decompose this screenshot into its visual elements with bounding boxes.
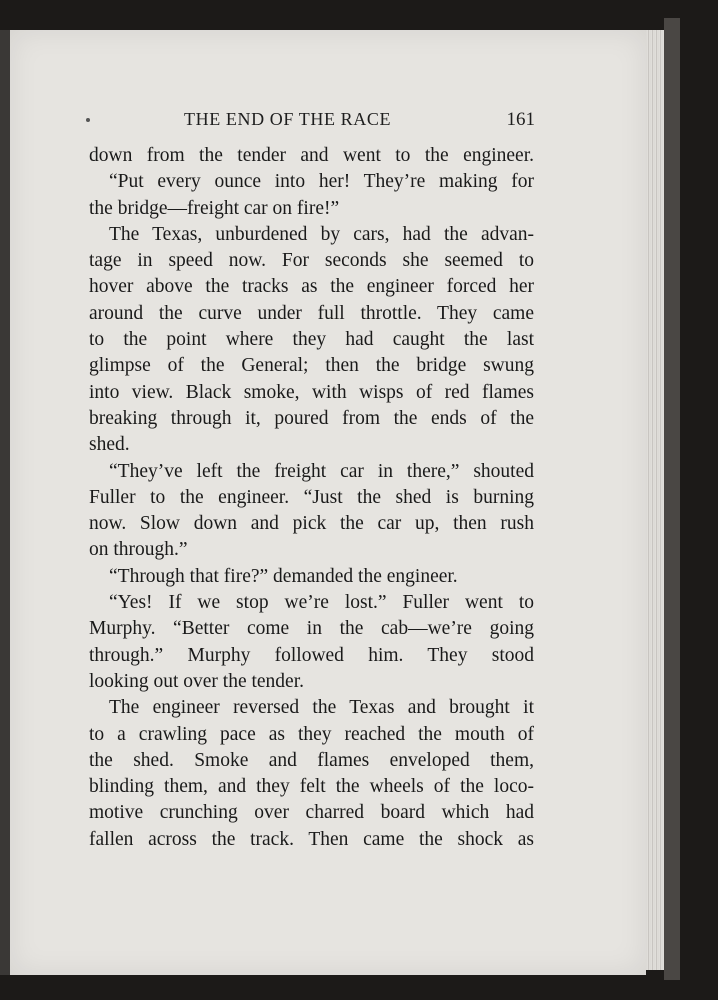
text-line: down from the tender and went to the engineer. [89, 145, 534, 166]
text-line: into view. Black smoke, with wisps of red flames [89, 381, 534, 403]
text-line: breaking through it, poured from the ends of the [89, 407, 534, 429]
text-line: glimpse of the General; then the bridge swung [89, 355, 534, 377]
text-line: now. Slow down and pick the car up, then rush [89, 513, 534, 535]
text-line: Fuller to the engineer. “Just the shed is burning [89, 486, 534, 508]
running-title: THE END OF THE RACE [184, 109, 392, 129]
text-line: the bridge—freight car on fire!” [89, 197, 340, 219]
text-line: The engineer reversed the Texas and brought it [109, 697, 534, 719]
text-line: Murphy. “Better come in the cab—we’re going [89, 618, 534, 640]
text-line: The Texas, unburdened by cars, had the advan- [109, 223, 534, 245]
running-head [80, 109, 540, 139]
text-line: on through.” [89, 539, 188, 561]
text-line: “Put every ounce into her! They’re making for [109, 171, 534, 193]
text-line: looking out over the tender. [89, 670, 304, 692]
text-line: the shed. Smoke and flames enveloped them, [89, 749, 534, 771]
text-line: hover above the tracks as the engineer forced her [89, 276, 534, 298]
text-line: blinding them, and they felt the wheels of the loco- [89, 776, 534, 798]
book-cover-edge [664, 18, 680, 980]
text-line: through.” Murphy followed him. They stood [89, 644, 534, 666]
text-line: “Yes! If we stop we’re lost.” Fuller went to [109, 592, 534, 614]
text-line: to a crawling pace as they reached the mouth of [89, 723, 534, 745]
text-line: motive crunching over charred board which had [89, 802, 534, 824]
page-number: 161 [506, 109, 535, 130]
text-line: “Through that fire?” demanded the engineer. [109, 565, 458, 587]
body-text [89, 143, 534, 853]
text-line: “They’ve left the freight car in there,” shouted [109, 460, 534, 482]
text-line: shed. [89, 434, 130, 456]
facing-page-edge [0, 30, 10, 975]
text-line: to the point where they had caught the last [89, 329, 534, 351]
text-line: fallen across the track. Then came the shock as [89, 828, 534, 850]
text-line: around the curve under full throttle. They came [89, 302, 534, 324]
text-line: tage in speed now. For seconds she seemed to [89, 250, 534, 272]
